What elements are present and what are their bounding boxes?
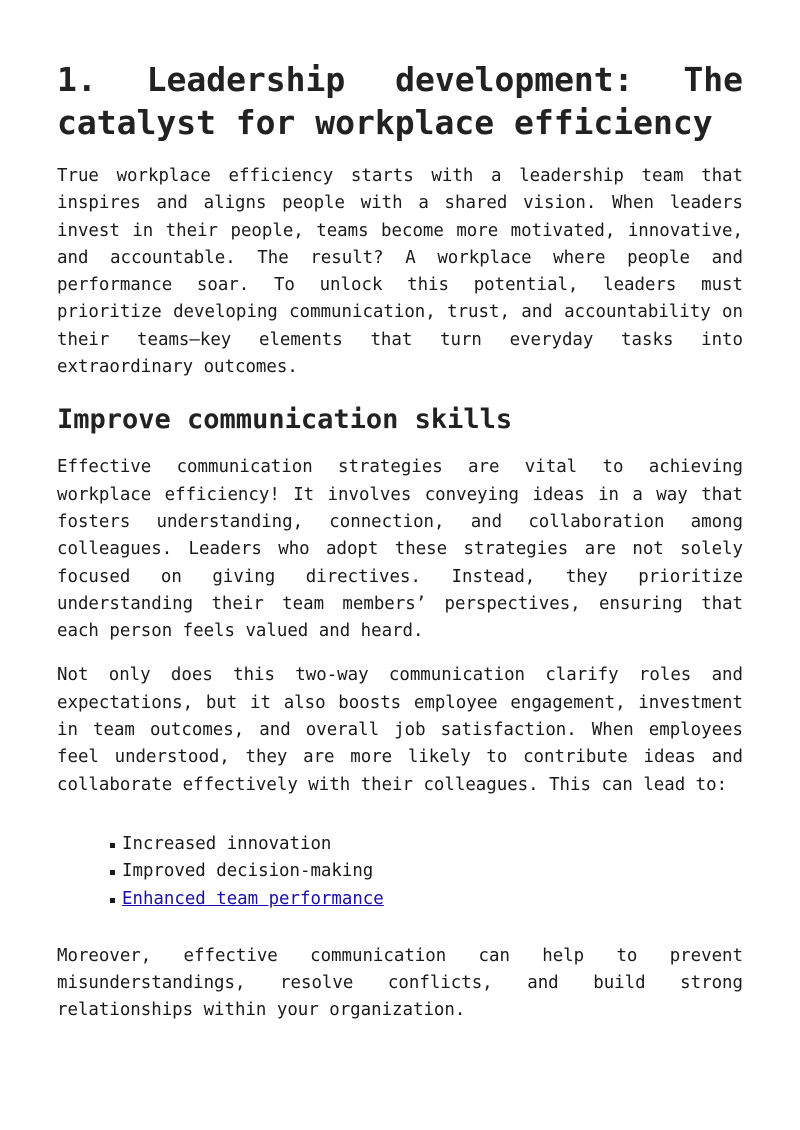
benefits-list <box>57 831 743 913</box>
section-paragraph-3: Moreover, effective communication can help to prevent misunderstandings, resolve conflicts, and build strong relationships within your organization. <box>57 945 743 1021</box>
list-item <box>109 831 743 858</box>
section-heading: Improve communication skills <box>57 404 513 436</box>
list-item <box>109 886 743 913</box>
enhanced-team-performance-link[interactable]: Enhanced team performance <box>122 888 384 909</box>
section-paragraph-2: Not only does this two-way communication clarify roles and expectations, but it also boosts employee engagement, investment in team outcomes, and overall job satisfaction. When employees feel understood, they are more likely to contribute ideas and collaborate effectively with their colleagues. This can lead to: <box>57 665 743 795</box>
list-item-text: Improved decision-making <box>122 861 374 882</box>
list-item-text: Increased innovation <box>122 833 332 854</box>
section-paragraph-1: Effective communication strategies are vital to achieving workplace efficiency! It involves conveying ideas in a way that fosters understanding, connection, and collaboration among colleagues. Leaders who adopt these strategies are not solely focused on giving directives. Instead, they prioritize understanding their team members’ perspectives, ensuring that each person feels valued and heard. <box>57 457 743 642</box>
article-body <box>57 58 743 1025</box>
intro-paragraph: True workplace efficiency starts with a leadership team that inspires and aligns people with a shared vision. When leaders invest in their people, teams become more motivated, innovative, and accountable. The result? A workplace where people and performance soar. To unlock this potential, leaders must prioritize developing communication, trust, and accountability on their teams—key elements that turn everyday tasks into extraordinary outcomes. <box>57 166 743 378</box>
article-title: 1. Leadership development: The catalyst for workplace efficiency <box>57 60 743 142</box>
list-item <box>109 858 743 885</box>
